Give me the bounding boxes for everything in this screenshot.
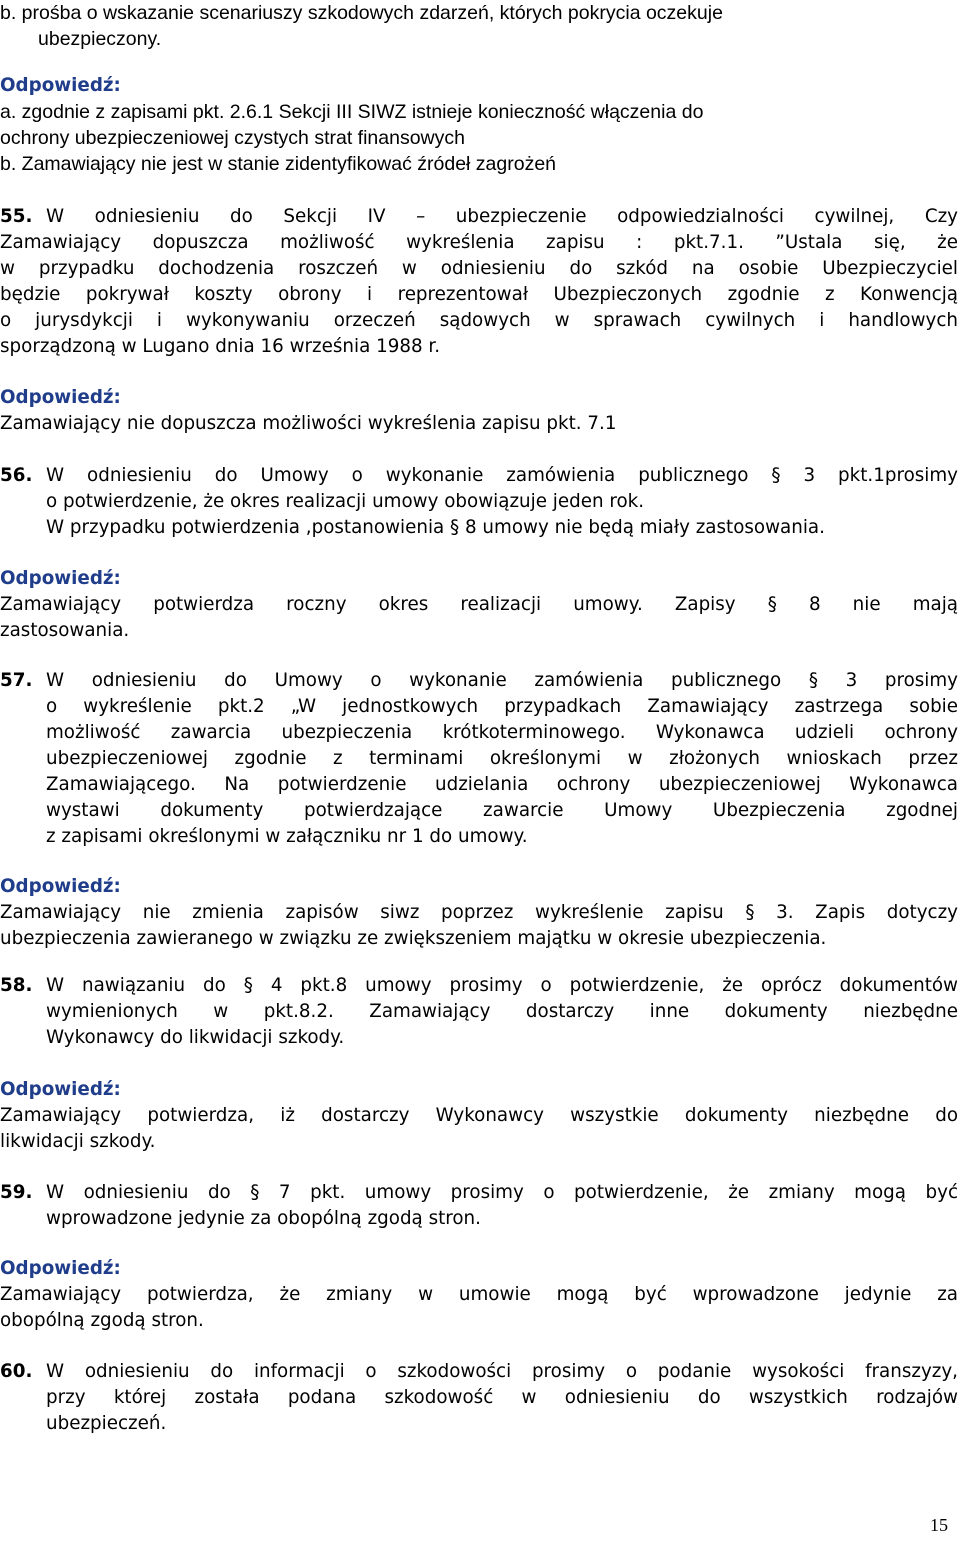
answer-55 [0,411,958,437]
answer-line: Zamawiający potwierdza, że zmiany w umowie mogą być wprowadzone jedynie za [0,1284,958,1305]
question-line: W odniesieniu do informacji o szkodowości prosimy o podanie wysokości franszyzy, [46,1361,958,1382]
question-line: Zamawiającego. Na potwierdzenie udzielania ochrony ubezpieczeniowej Wykonawca [46,774,958,795]
answer-57 [0,900,958,952]
intro-answer-line: ochrony ubezpieczeniowej czystych strat finansowych [0,127,465,149]
question-line: z zapisami określonymi w załączniku nr 1 do umowy. [46,826,528,847]
question-line: W odniesieniu do Umowy o wykonanie zamówienia publicznego § 3 pkt.1prosimy [46,465,958,486]
answer-line: zastosowania. [0,620,130,641]
question-line: ubezpieczeniowej zgodnie z terminami określonymi w złożonych wnioskach przez [46,748,958,769]
question-text [46,204,958,230]
answer-line: obopólną zgodą stron. [0,1310,204,1331]
answer-line: Zamawiający nie zmienia zapisów siwz poprzez wykreślenie zapisu § 3. Zapis dotyczy [0,902,958,923]
question-text [46,668,958,850]
question-line: przy której została podana szkodowość w odniesieniu do wszystkich rodzajów [46,1387,958,1408]
question-line: W odniesieniu do § 7 pkt. umowy prosimy o potwierdzenie, że zmiany mogą być [46,1182,958,1203]
question-number: 57. [0,670,33,691]
question-57 [0,668,958,850]
intro-question-line: b. prośba o wskazanie scenariuszy szkodowych zdarzeń, których pokrycia oczekuje [0,2,723,24]
answer-label: Odpowiedź: [0,75,121,96]
intro-question [0,0,958,52]
question-60 [0,1359,958,1439]
question-text [46,1359,958,1437]
question-number: 60. [0,1361,33,1382]
answer-label: Odpowiedź: [0,876,121,897]
question-line: W odniesieniu do Umowy o wykonanie zamówienia publicznego § 3 prosimy [46,670,958,691]
question-line: Zamawiający dopuszcza możliwość wykreślenia zapisu : pkt.7.1. ”Ustala się, że [0,232,958,253]
answer-line: ubezpieczenia zawieranego w związku ze zwiększeniem majątku w okresie ubezpieczenia. [0,928,827,949]
question-line: ubezpieczeń. [46,1413,167,1434]
answer-label: Odpowiedź: [0,1079,121,1100]
question-line: wprowadzone jedynie za obopólną zgodą stron. [46,1208,481,1229]
question-59 [0,1180,958,1234]
question-line: o jurysdykcji i wykonywaniu orzeczeń sądowych w sprawach cywilnych i handlowych [0,310,958,331]
question-text [46,1180,958,1232]
answer-58 [0,1103,958,1155]
answer-label: Odpowiedź: [0,387,121,408]
question-line: sporządzoną w Lugano dnia 16 września 1988 r. [0,336,441,357]
question-line: W nawiązaniu do § 4 pkt.8 umowy prosimy o potwierdzenie, że oprócz dokumentów [46,975,958,996]
question-text [46,973,958,1051]
question-number: 56. [0,465,33,486]
question-58 [0,973,958,1053]
question-line: wymienionych w pkt.8.2. Zamawiający dostarczy inne dokumenty niezbędne [46,1001,958,1022]
question-line: w przypadku dochodzenia roszczeń w odniesieniu do szkód na osobie Ubezpieczyciel [0,258,958,279]
question-number: 59. [0,1182,33,1203]
question-56 [0,463,958,543]
question-line: W odniesieniu do Sekcji IV – ubezpieczenie odpowiedzialności cywilnej, Czy [46,206,958,227]
question-line: o potwierdzenie, że okres realizacji umowy obowiązuje jeden rok. [46,491,645,512]
question-text [46,463,958,541]
answer-line: Zamawiający potwierdza, iż dostarczy Wykonawcy wszystkie dokumenty niezbędne do [0,1105,958,1126]
answer-line: Zamawiający nie dopuszcza możliwości wykreślenia zapisu pkt. 7.1 [0,413,617,434]
question-line: będzie pokrywał koszty obrony i reprezentował Ubezpieczonych zgodnie z Konwencją [0,284,958,305]
question-line: wystawi dokumenty potwierdzające zawarcie Umowy Ubezpieczenia zgodnej [46,800,958,821]
question-line: możliwość zawarcia ubezpieczenia krótkoterminowego. Wykonawca udzieli ochrony [46,722,958,743]
question-number: 58. [0,975,33,996]
question-number: 55. [0,206,33,227]
intro-answer-line: b. Zamawiający nie jest w stanie zidentyfikować źródeł zagrożeń [0,153,557,175]
question-line: W przypadku potwierdzenia ,postanowienia § 8 umowy nie będą miały zastosowania. [46,517,825,538]
answer-label: Odpowiedź: [0,568,121,589]
answer-label: Odpowiedź: [0,1258,121,1279]
intro-answer-line: a. zgodnie z zapisami pkt. 2.6.1 Sekcji III SIWZ istnieje konieczność włączenia do [0,101,704,123]
answer-line: Zamawiający potwierdza roczny okres realizacji umowy. Zapisy § 8 nie mają [0,594,958,615]
question-55-continued [0,230,958,360]
intro-question-line: ubezpieczony. [38,28,162,50]
answer-59 [0,1282,958,1334]
page-number: 15 [930,1515,948,1535]
question-line: Wykonawcy do likwidacji szkody. [46,1027,345,1048]
answer-line: likwidacji szkody. [0,1131,156,1152]
question-line: o wykreślenie pkt.2 „W jednostkowych przypadkach Zamawiający zastrzega sobie [46,696,958,717]
intro-answer [0,99,958,177]
answer-56 [0,592,958,644]
